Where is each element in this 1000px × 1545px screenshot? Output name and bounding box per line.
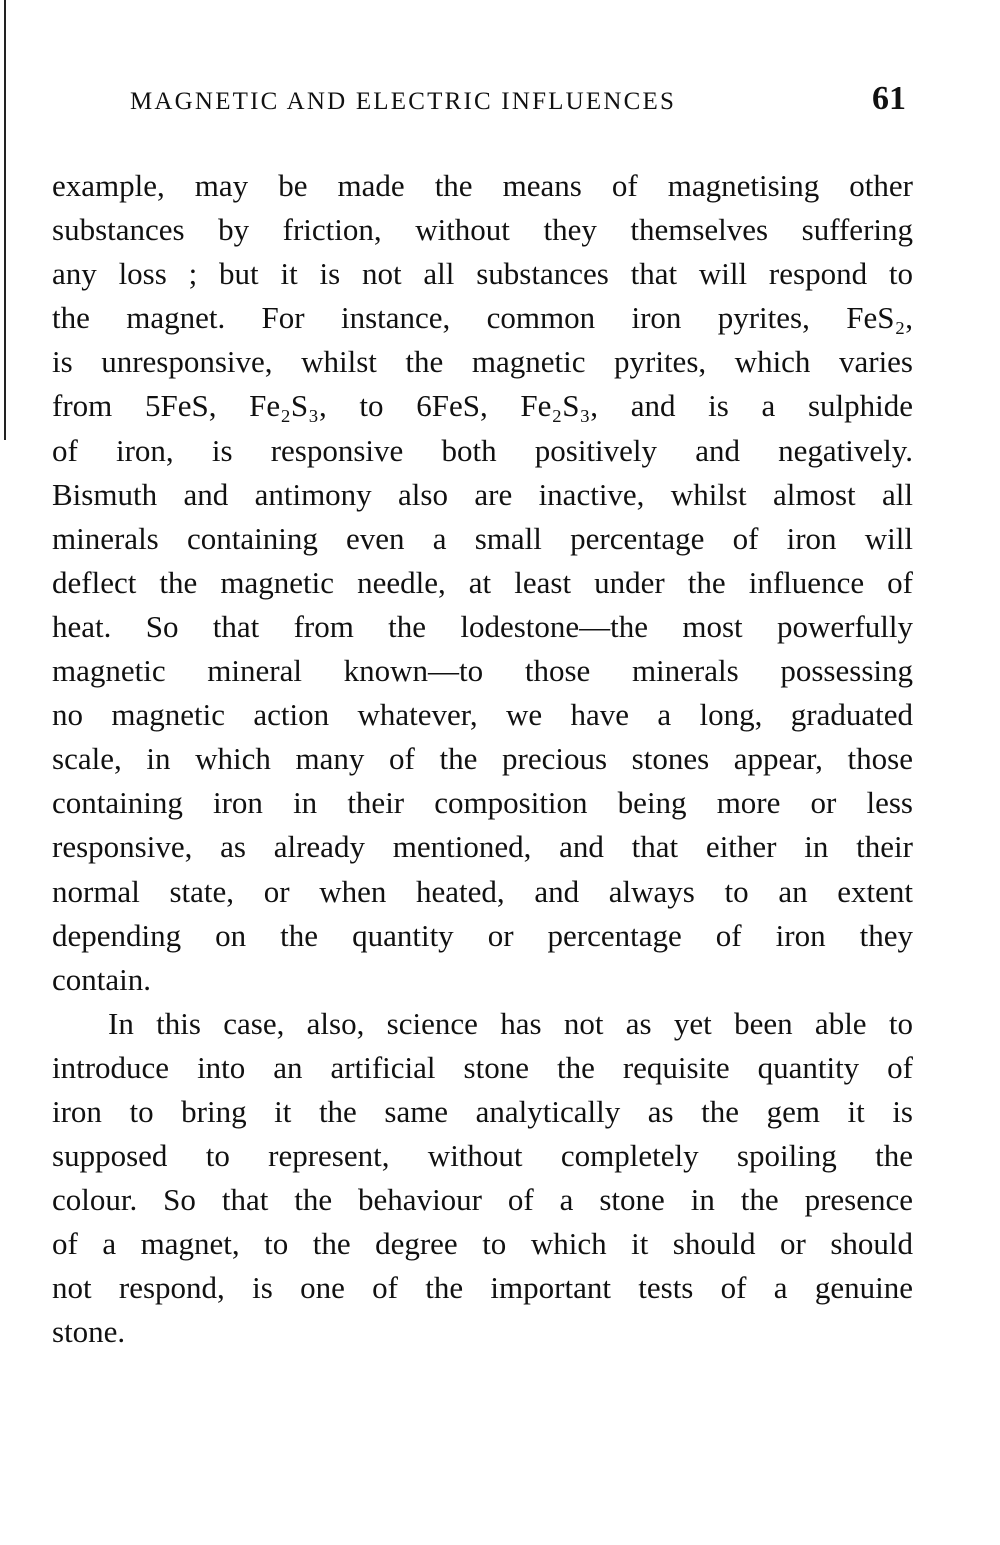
page-number: 61 (872, 80, 906, 117)
text-line: In this case, also, science has not as yet been able to (108, 1005, 913, 1041)
text-line: example, may be made the means of magnetising other (52, 168, 913, 203)
text-line: colour. So that the behaviour of a stone in the presence (52, 1182, 913, 1218)
text-line: any loss ; but it is not all substances that will respond to (52, 256, 913, 292)
text-line: deflect the magnetic needle, at least under the influence of (52, 564, 913, 600)
text-line: scale, in which many of the precious stones appear, those (52, 741, 913, 777)
text-line: of a magnet, to the degree to which it should or should (52, 1226, 913, 1262)
text-line: the magnet. For instance, common iron pyrites, FeS₂, (52, 300, 913, 336)
page-body (52, 164, 913, 1355)
text-line: iron to bring it the same analytically as the gem it is (52, 1093, 913, 1129)
text-line: stone. (52, 1314, 126, 1350)
text-line: introduce into an artificial stone the requisite quantity of (52, 1049, 913, 1085)
text-line: from 5FeS, Fe₂S₃, to 6FeS, Fe₂S₃, and is a sulphide (52, 388, 913, 424)
text-line: heat. So that from the lodestone—the most powerfully (52, 608, 913, 644)
text-line: normal state, or when heated, and always to an extent (52, 873, 913, 909)
text-line: magnetic mineral known—to those minerals possessing (52, 653, 913, 689)
text-line: not respond, is one of the important tests of a genuine (52, 1270, 913, 1306)
text-line: of iron, is responsive both positively and negatively. (52, 432, 913, 468)
text-line: responsive, as already mentioned, and that either in their (52, 829, 913, 865)
running-header: MAGNETIC AND ELECTRIC INFLUENCES (130, 88, 677, 115)
text-line: supposed to represent, without completely spoiling the (52, 1138, 913, 1174)
text-line: Bismuth and antimony also are inactive, whilst almost all (52, 476, 913, 512)
text-line: is unresponsive, whilst the magnetic pyrites, which varies (52, 344, 913, 380)
text-line: containing iron in their composition being more or less (52, 785, 913, 821)
text-line: contain. (52, 961, 151, 997)
text-line: minerals containing even a small percentage of iron will (52, 520, 913, 556)
scan-page-edge (4, 0, 6, 440)
text-line: depending on the quantity or percentage of iron they (52, 917, 913, 953)
text-line: substances by friction, without they themselves suffering (52, 212, 913, 248)
text-line: no magnetic action whatever, we have a long, graduated (52, 697, 913, 733)
